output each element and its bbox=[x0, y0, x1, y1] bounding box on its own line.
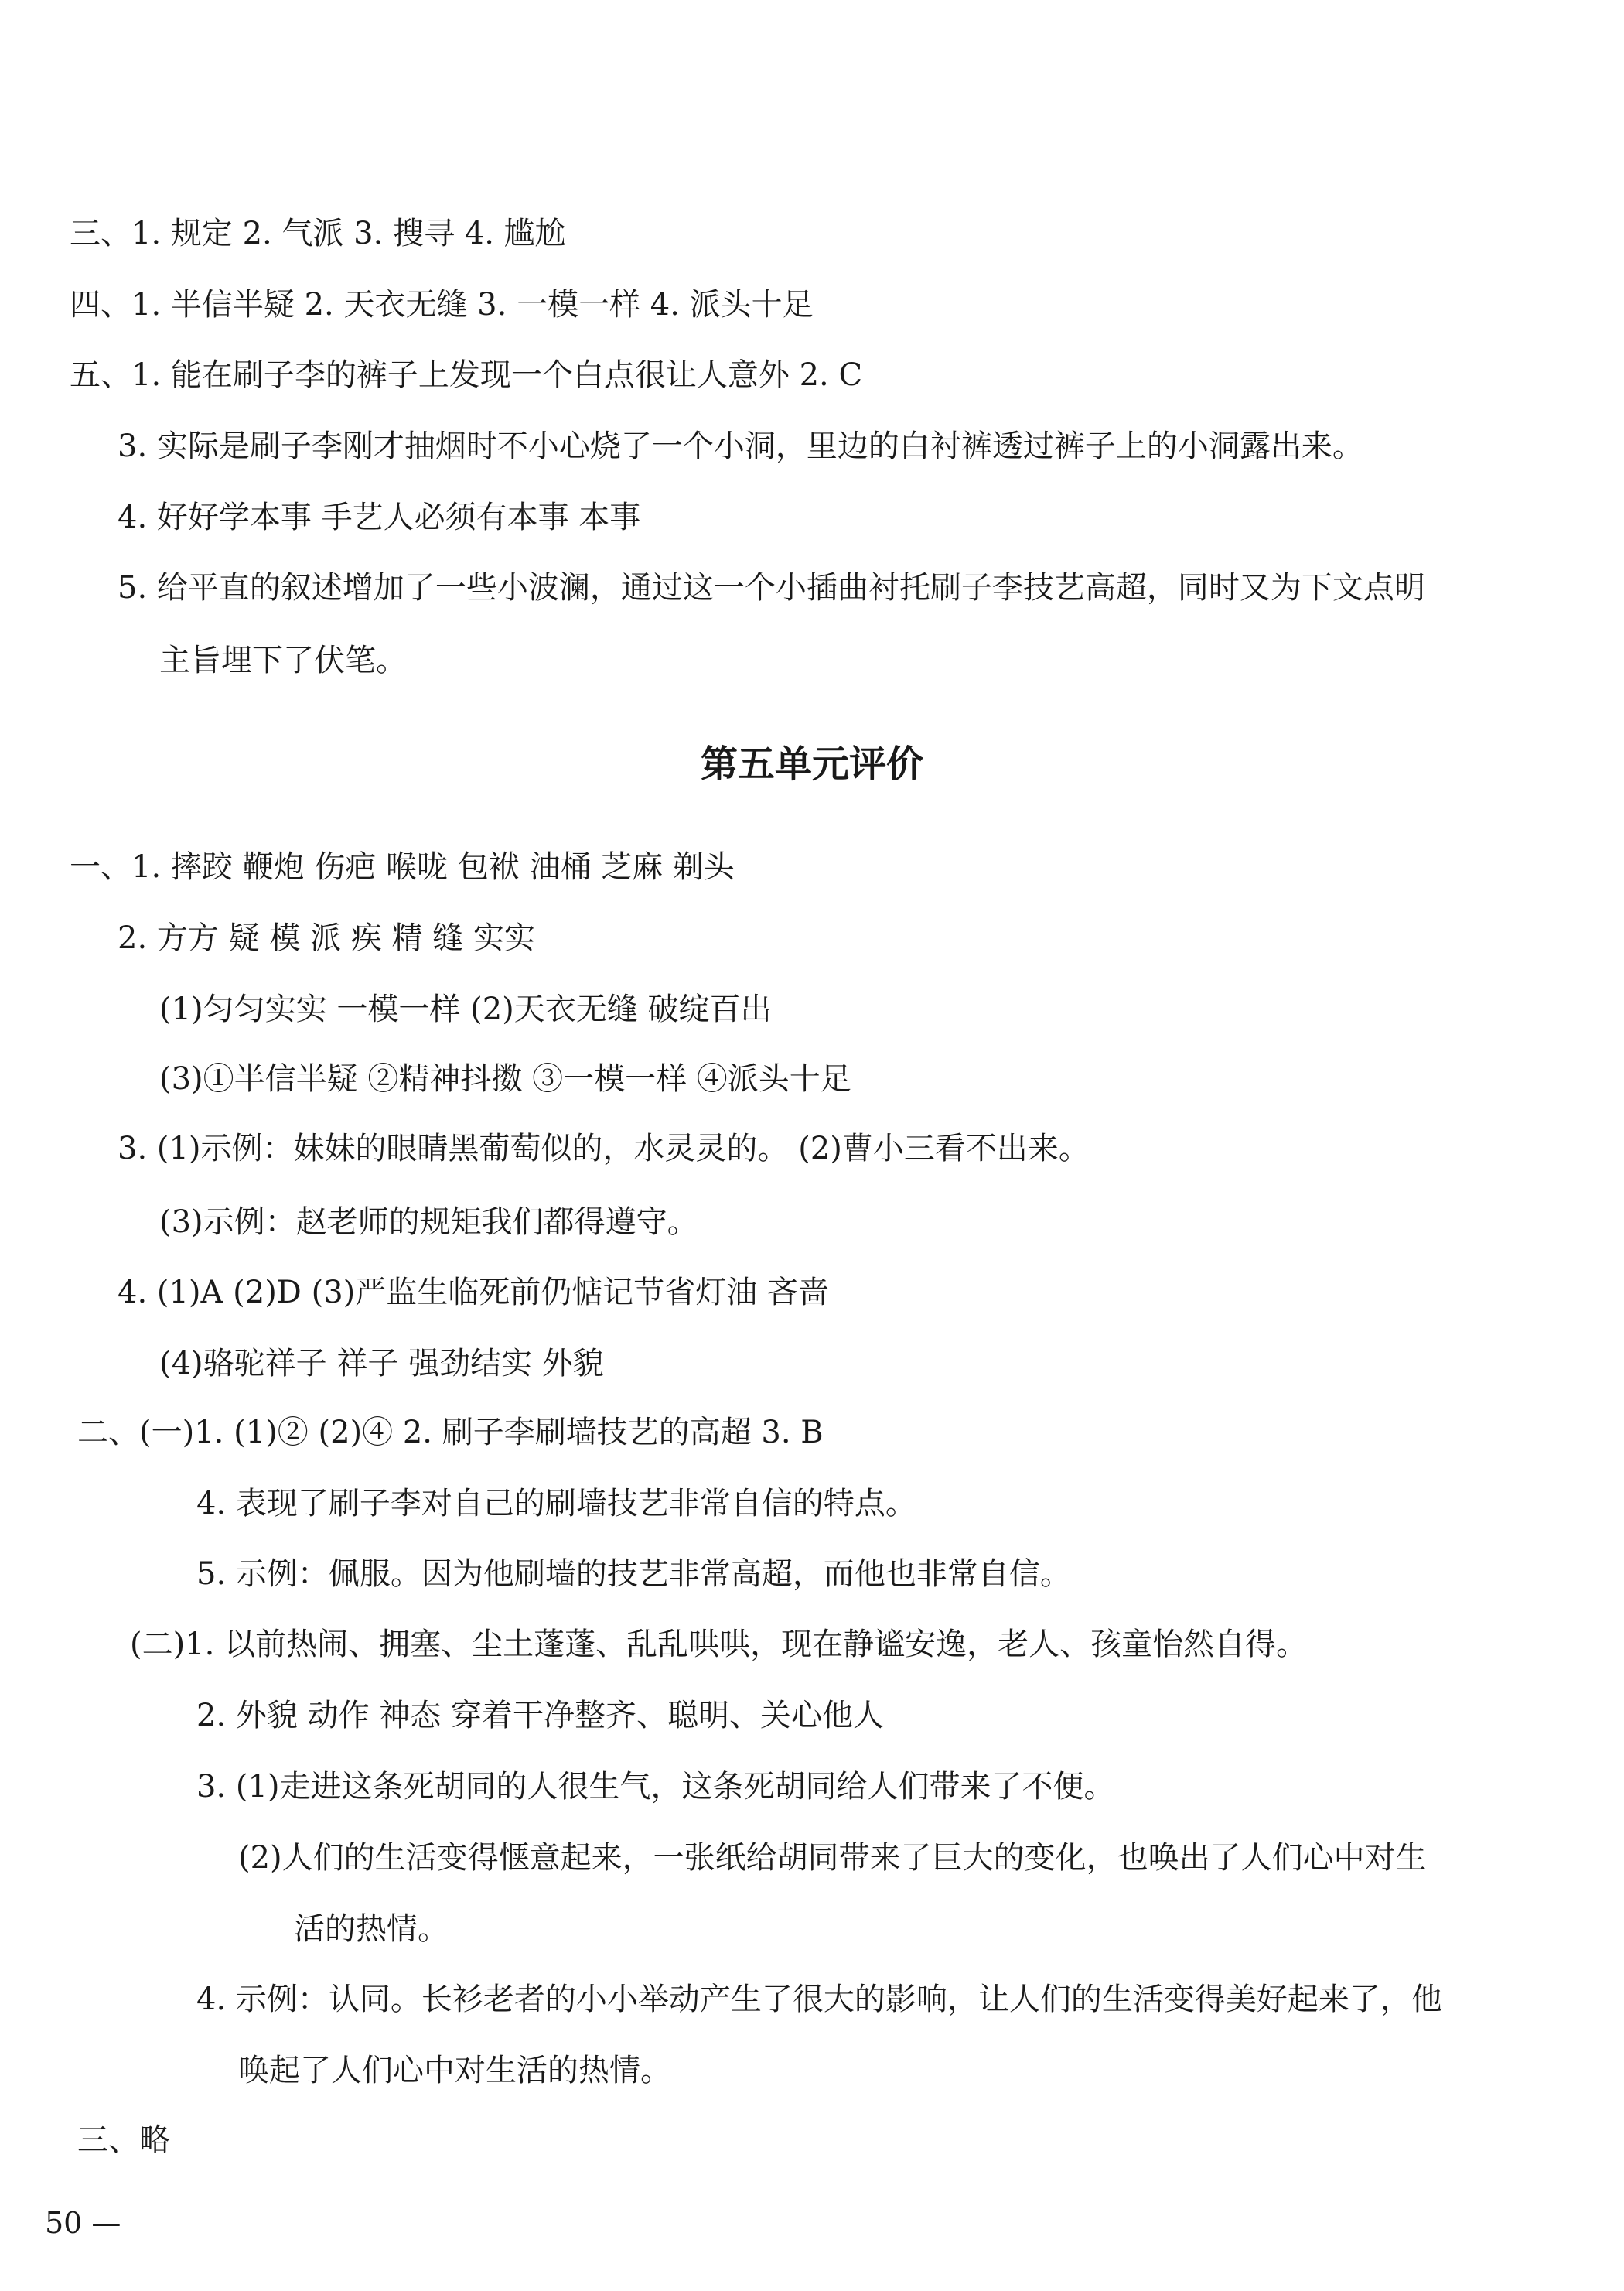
part-two-b-q4-line1: 4. 示例：认同。长衫老者的小小举动产生了很大的影响，让人们的生活变得美好起来了，他 bbox=[196, 1982, 1442, 2017]
part-two-b-q2: 2. 外貌 动作 神态 穿着干净整齐、聪明、关心他人 bbox=[196, 1698, 885, 1733]
part-one-q1: 一、1. 摔跤 鞭炮 伤疤 喉咙 包袱 油桶 芝麻 剃头 bbox=[70, 849, 735, 885]
part-one-q4-sub1: 4. (1)A (2)D (3)严监生临死前仍惦记节省灯油 吝啬 bbox=[118, 1275, 829, 1310]
part-one-q2-sub3: (3)①半信半疑 ②精神抖擞 ③一模一样 ④派头十足 bbox=[159, 1061, 851, 1097]
part-two-a-q1: 二、(一)1. (1)② (2)④ 2. 刷子李刷墙技艺的高超 3. B bbox=[77, 1415, 824, 1450]
part-one-q3-sub1: 3. (1)示例：妹妹的眼睛黑葡萄似的，水灵灵的。 (2)曹小三看不出来。 bbox=[118, 1131, 1090, 1166]
part-one-q3-sub3: (3)示例：赵老师的规矩我们都得遵守。 bbox=[159, 1204, 698, 1240]
part-one-q2-sub1: (1)匀匀实实 一模一样 (2)天衣无缝 破绽百出 bbox=[159, 992, 772, 1027]
answer-section-5-q5-line2: 主旨埋下了伏笔。 bbox=[159, 643, 407, 678]
part-two-b-q1: (二)1. 以前热闹、拥塞、尘土蓬蓬、乱乱哄哄，现在静谧安逸，老人、孩童怡然自得。 bbox=[130, 1627, 1308, 1662]
unit-title: 第五单元评价 bbox=[700, 743, 923, 786]
part-two-b-q3-sub1: 3. (1)走进这条死胡同的人很生气，这条死胡同给人们带来了不便。 bbox=[196, 1769, 1115, 1804]
part-two-a-q5: 5. 示例：佩服。因为他刷墙的技艺非常高超，而他也非常自信。 bbox=[196, 1556, 1071, 1592]
answer-section-5-q4: 4. 好好学本事 手艺人必须有本事 本事 bbox=[118, 500, 641, 535]
answer-section-5-q1: 五、1. 能在刷子李的裤子上发现一个白点很让人意外 2. C bbox=[70, 357, 863, 393]
part-three: 三、略 bbox=[77, 2122, 170, 2158]
part-two-b-q4-line2: 唤起了人们心中对生活的热情。 bbox=[238, 2053, 671, 2088]
part-two-b-q3-sub2-line1: (2)人们的生活变得惬意起来，一张纸给胡同带来了巨大的变化，也唤出了人们心中对生 bbox=[238, 1840, 1427, 1876]
answer-section-5-q3: 3. 实际是刷子李刚才抽烟时不小心烧了一个小洞，里边的白衬裤透过裤子上的小洞露出来。 bbox=[118, 428, 1363, 464]
answer-section-4: 四、1. 半信半疑 2. 天衣无缝 3. 一模一样 4. 派头十足 bbox=[70, 287, 814, 323]
answer-section-3: 三、1. 规定 2. 气派 3. 搜寻 4. 尴尬 bbox=[70, 216, 566, 251]
page-number: 50 — bbox=[45, 2206, 121, 2240]
part-two-a-q4: 4. 表现了刷子李对自己的刷墙技艺非常自信的特点。 bbox=[196, 1486, 916, 1521]
part-one-q4-sub4: (4)骆驼祥子 祥子 强劲结实 外貌 bbox=[159, 1346, 604, 1381]
answer-section-5-q5-line1: 5. 给平直的叙述增加了一些小波澜，通过这一个小插曲衬托刷子李技艺高超，同时又为下文点明 bbox=[118, 570, 1425, 606]
part-one-q2: 2. 方方 疑 模 派 疾 精 缝 实实 bbox=[118, 920, 535, 956]
part-two-b-q3-sub2-line2: 活的热情。 bbox=[294, 1911, 449, 1947]
